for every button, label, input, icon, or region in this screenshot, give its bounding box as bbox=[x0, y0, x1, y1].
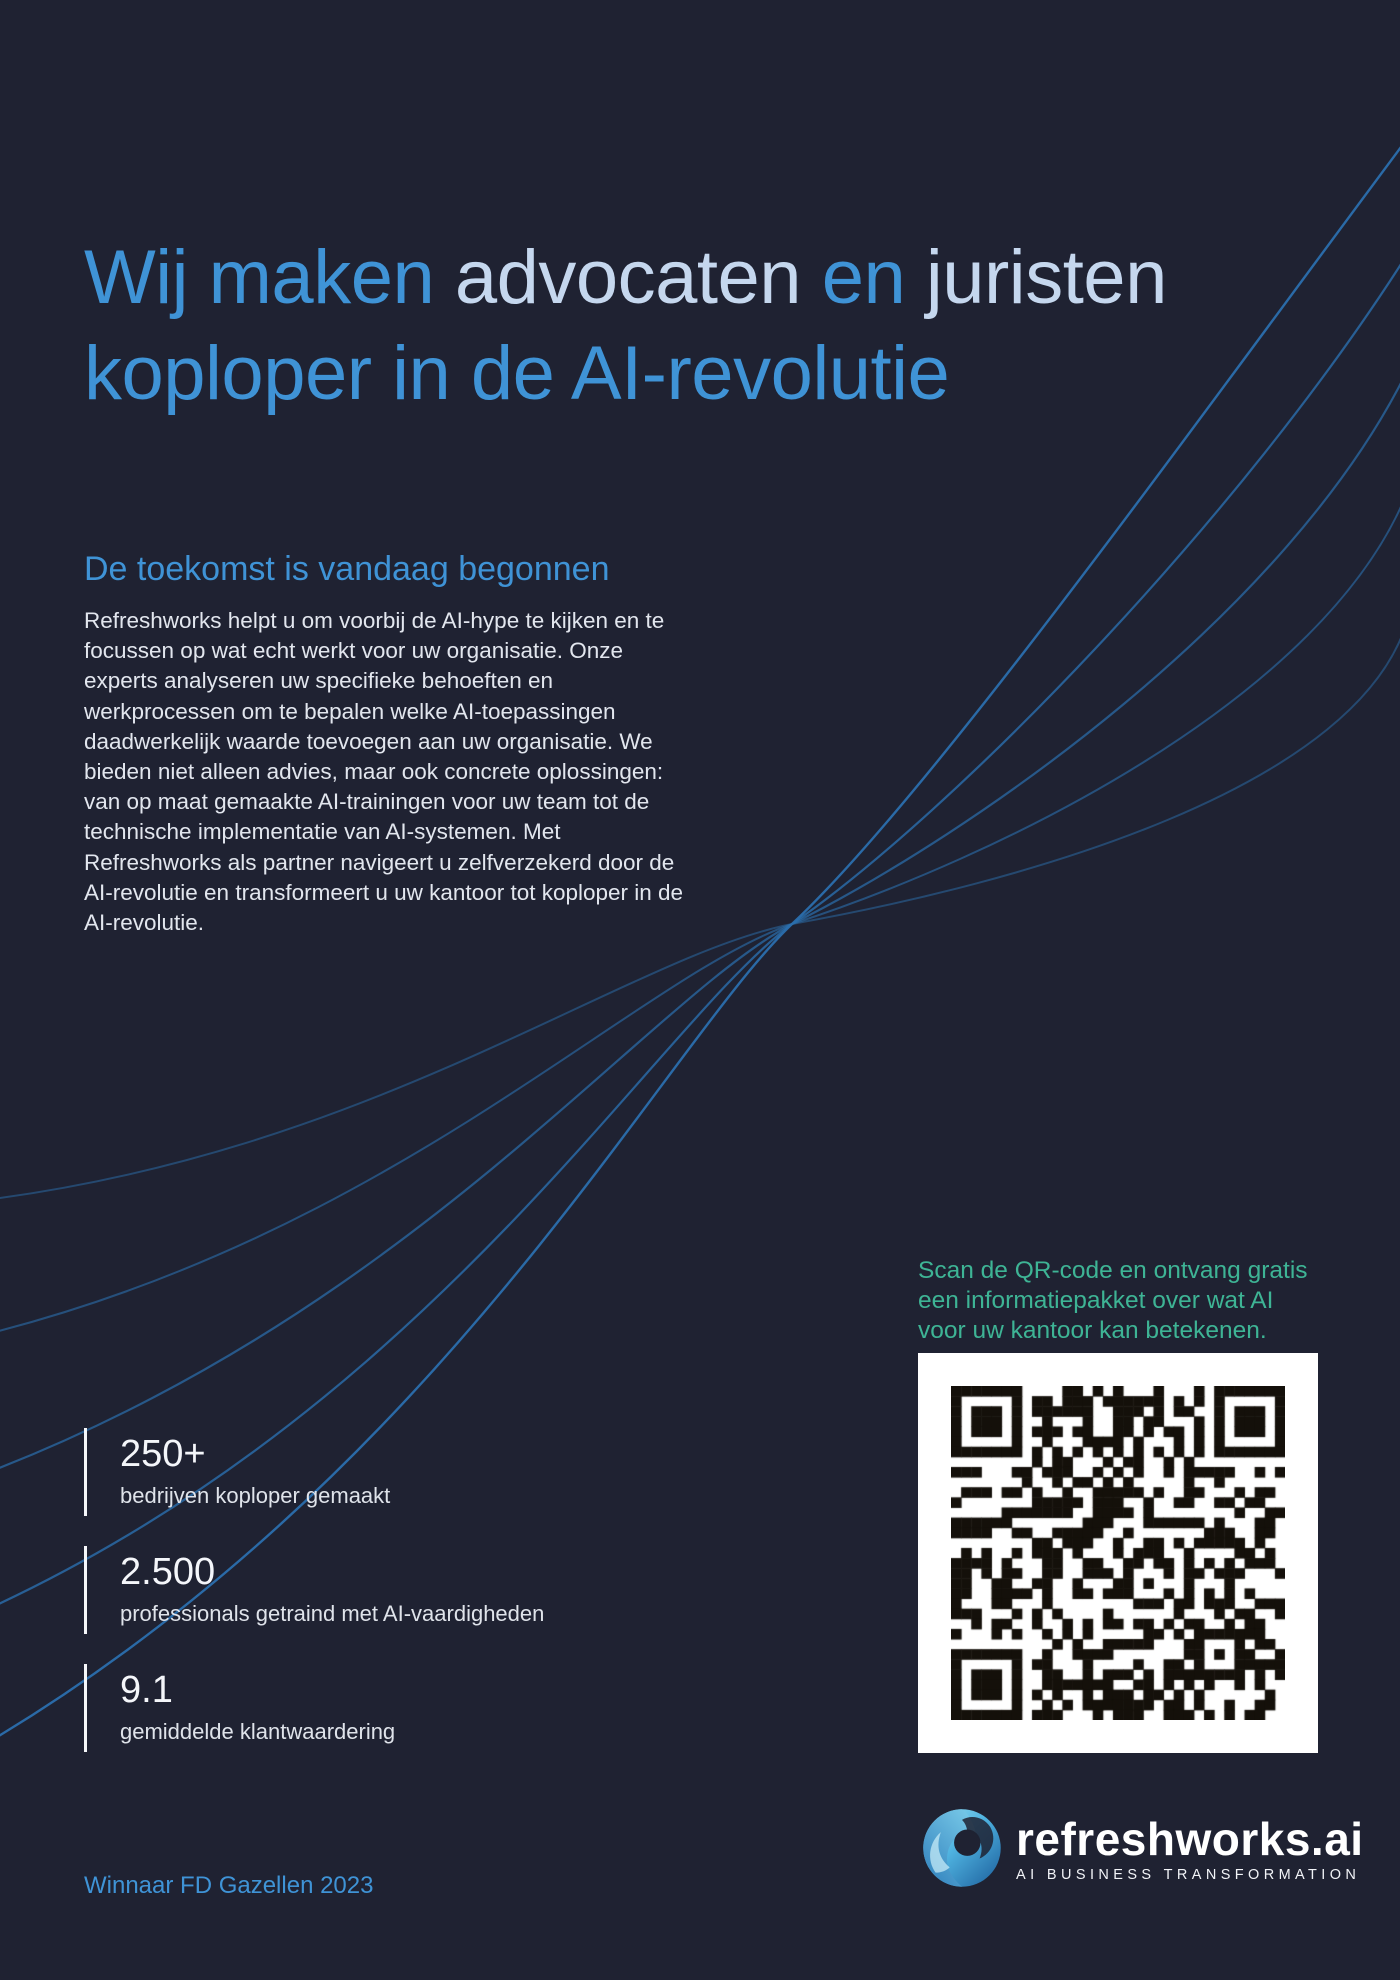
stat-row-professionals bbox=[84, 1546, 644, 1634]
heading-segment: juristen bbox=[925, 235, 1167, 320]
intro-paragraph: Refreshworks helpt u om voorbij de AI-hype te kijken en te focussen op wat echt werkt voor uw organisatie. Onze experts analyseren uw specifieke behoeften en werkprocessen om te bepalen welke AI-toepassingen daadwerkelijk waarde toevoegen aan uw organisatie. We bieden niet alleen advies, maar ook concrete oplossingen: van op maat gemaakte AI-trainingen voor uw team tot de technische implementatie van AI-systemen. Met Refreshworks als partner navigeert u zelfverzekerd door de AI-revolutie en transformeert u uw kantoor tot koploper in de AI-revolutie. bbox=[84, 608, 684, 936]
qr-caption-line: voor uw kantoor kan betekenen. bbox=[918, 1317, 1267, 1344]
logo-text bbox=[1016, 1814, 1364, 1883]
heading-segment: en bbox=[801, 235, 926, 320]
qr-caption bbox=[918, 1256, 1308, 1346]
main-heading-line1 bbox=[84, 230, 1167, 326]
logo-swirl-icon bbox=[918, 1804, 1006, 1892]
heading-segment: advocaten bbox=[454, 235, 802, 320]
stat-label: gemiddelde klantwaardering bbox=[120, 1719, 396, 1744]
intro-title: De toekomst is vandaag begonnen bbox=[84, 550, 610, 588]
stat-row-bedrijven bbox=[84, 1428, 644, 1516]
stat-value: 2.500 bbox=[120, 1551, 216, 1593]
stat-value: 250+ bbox=[120, 1433, 206, 1475]
stat-label: bedrijven koploper gemaakt bbox=[120, 1483, 391, 1508]
stats-list bbox=[84, 1428, 644, 1782]
qr-code-icon bbox=[951, 1386, 1285, 1720]
heading-segment: Wij maken bbox=[84, 235, 455, 320]
stat-value: 9.1 bbox=[120, 1669, 173, 1711]
stat-label: professionals getraind met AI-vaardigheden bbox=[120, 1601, 545, 1626]
qr-caption-line: een informatiepakket over wat AI bbox=[918, 1287, 1274, 1314]
logo bbox=[918, 1804, 1364, 1892]
main-heading-line2: koploper in de AI-revolutie bbox=[84, 331, 950, 416]
main-heading bbox=[84, 230, 1167, 422]
logo-tagline: AI BUSINESS TRANSFORMATION bbox=[1016, 1866, 1361, 1883]
award-text: Winnaar FD Gazellen 2023 bbox=[84, 1872, 374, 1899]
logo-name: refreshworks.ai bbox=[1016, 1812, 1364, 1865]
stat-row-klantwaardering bbox=[84, 1664, 644, 1752]
qr-caption-line: Scan de QR-code en ontvang gratis bbox=[918, 1257, 1308, 1284]
qr-code-box bbox=[918, 1353, 1318, 1753]
